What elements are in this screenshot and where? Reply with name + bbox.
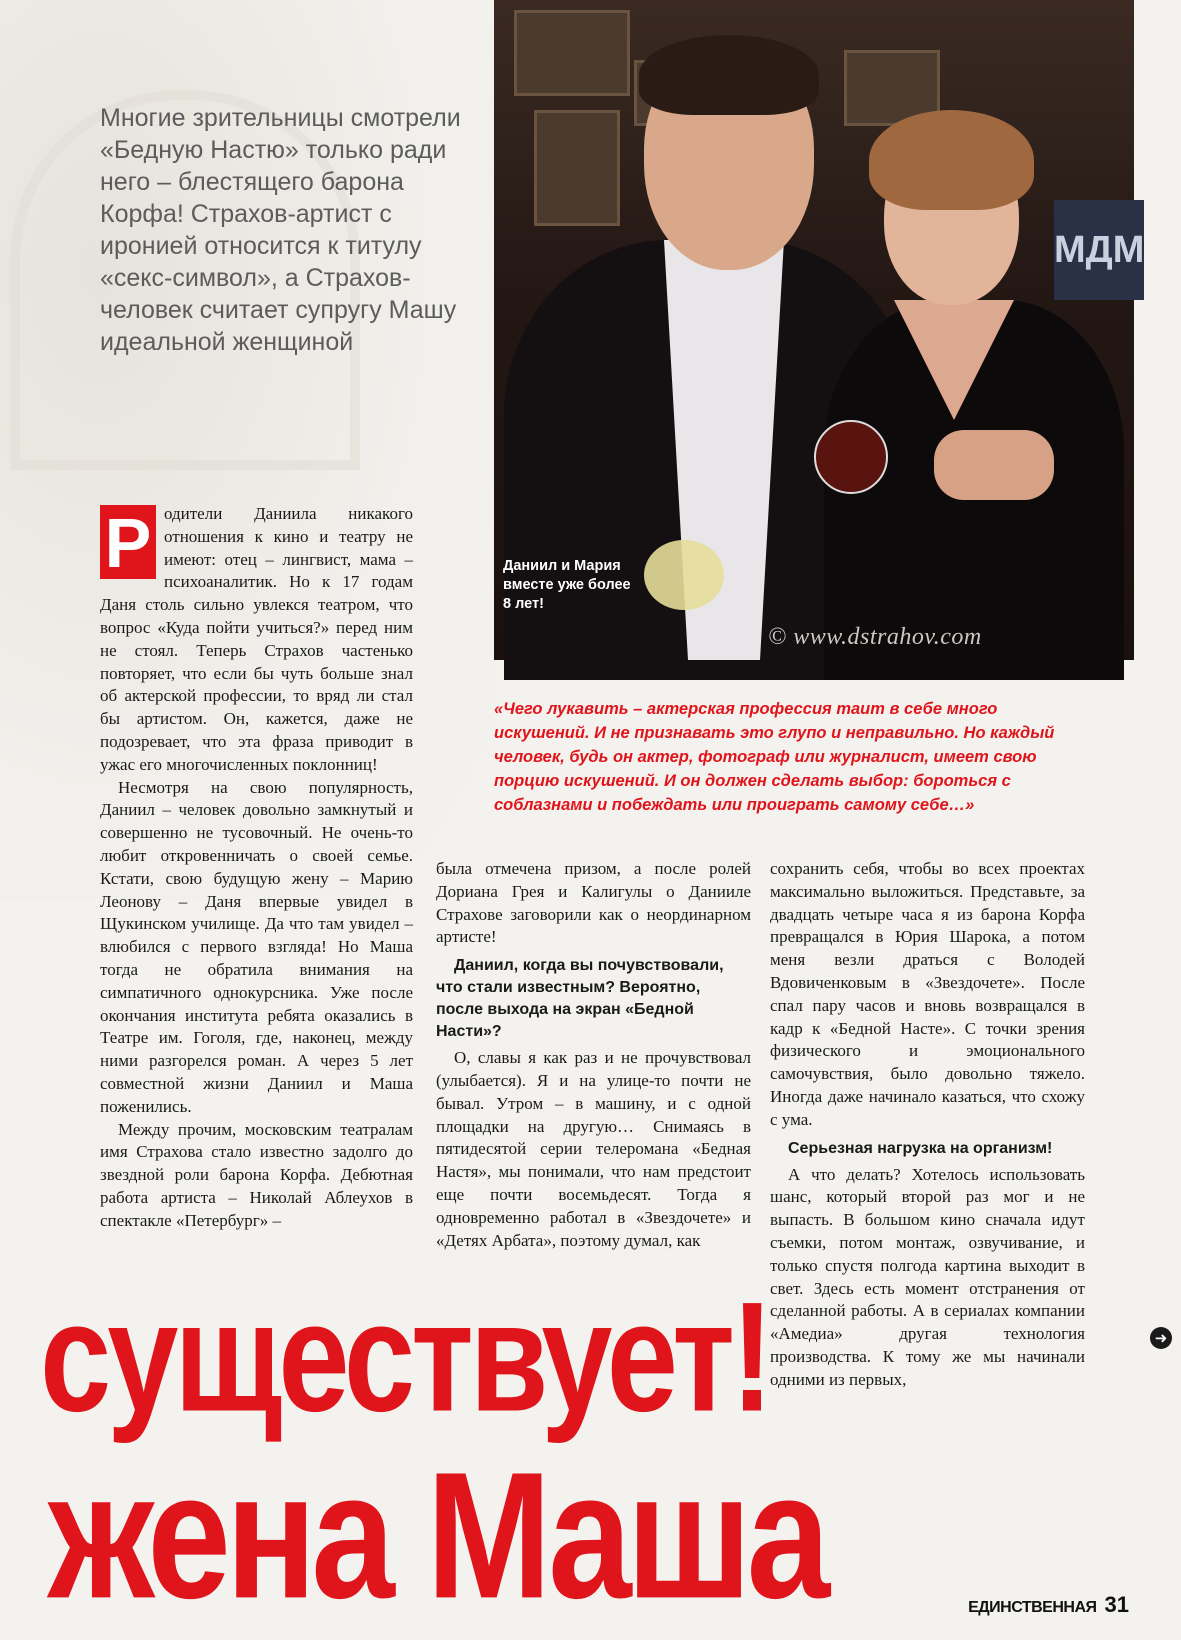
woman-hair xyxy=(869,110,1034,210)
man-hair xyxy=(639,35,819,115)
headline-line-2: жена Маша xyxy=(48,1434,826,1636)
page-number: 31 xyxy=(1104,1592,1129,1617)
paragraph: Несмотря на свою популярность, Даниил – человек довольно замкнутый и совершенно не тусовочный. Не очень-то любит откровенничать о своей семье. Кстати, свою будущую жену – Марию Леонову – Даня впервые увидел в Щукинском училище. Да что там увидел – влюбился с первого взгляда! Но Маша тогда не обратила внимания на симпатичного однокурсника. Уже после окончания института ребята оказались в Театре им. Гоголя, где, наконец, между ними разгорелся роман. А через 5 лет совместной жизни Даниил и Маша поженились. xyxy=(100,777,413,1116)
drop-cap: Р xyxy=(100,505,156,579)
wall-frame xyxy=(534,110,620,226)
woman-hands xyxy=(934,430,1054,500)
paragraph: А что делать? Хотелось использовать шанс, который второй раз мог и не выпасть. В большом кино сначала идут съемки, потом монтаж, озвучивание, и только спустя полгода картина выходит в свет. Здесь есть момент отстранения от сделанной работы. А в сериалах компании «Амедиа» другая технология производства. К тому же мы начинали одними из первых, xyxy=(770,1164,1085,1389)
text-column-2 xyxy=(436,858,751,1252)
photo-caption: Даниил и Мария вместе уже более 8 лет! xyxy=(503,558,631,612)
page-footer xyxy=(968,1592,1129,1618)
lead-paragraph: Многие зрительницы смотрели «Бедную Настю» только ради него – блестящего барона Корфа! Страхов-артист с иронией относится к титулу «секс-символ», а Страхов-человек считает супругу Машу идеальной женщиной xyxy=(100,104,461,356)
paragraph: О, славы я как раз и не прочувствовал (улыбается). Я и на улице-то почти не бывал. Утром – в машину, и с одной площадки на другую… Снимаясь в пятидесятой серии телеромана «Бедная Настя», мы понимали, что нам предстоит еще почти восемьдесят. Тогда я одновременно работал в «Звездочете» и «Детях Арбата», поэтому думал, как xyxy=(436,1048,751,1250)
website-watermark: © www.dstrahov.com xyxy=(768,624,982,650)
text-column-3 xyxy=(770,858,1085,1392)
paragraph: Между прочим, московским театралам имя Страхова стало известно задолго до звездной роли барона Корфа. Дебютная работа артиста – Николай Аблеухов в спектакле «Петербург» – xyxy=(100,1119,413,1230)
continue-arrow-icon: ➜ xyxy=(1150,1327,1172,1349)
wall-frame xyxy=(514,10,630,96)
pull-quote: «Чего лукавить – актерская профессия таит в себе много искушений. И не признавать это глупо и неправильно. Но каждый человек, будь он актер, фотограф или журналист, имеет свою порцию искушений. И он должен сделать выбор: бороться с соблазнами и побеждать или проиграть самому себе…» xyxy=(494,700,1055,814)
paragraph: Р одители Даниила никакого отношения к кино и театру не имеют: отец – лингвист, мама – психоаналитик. Но к 17 годам Даня столь сильно увлекся театром, что вопрос «Куда пойти учиться?» перед ним не стоял. Теперь Страхов частенько повторяет, что если бы чуть больше знал об актерской профессии, то вряд ли стал бы артистом. Он, кажется, даже не подозревает, что эта фраза приводит в ужас его многочисленных поклонниц! xyxy=(100,504,413,774)
text-column-1 xyxy=(100,503,413,1233)
interview-question: Серьезная нагрузка на организм! xyxy=(788,1139,1053,1157)
interview-question: Даниил, когда вы почувствовали, что стали известным? Вероятно, после выхода на экран «Бедной Насти»? xyxy=(436,957,724,1041)
background-sign: МДМ xyxy=(1054,200,1144,300)
headline-line-1: существует! xyxy=(40,1270,770,1445)
paragraph: сохранить себя, чтобы во всех проектах максимально выложиться. Представьте, за двадцать четыре часа я из барона Корфа превращался в Юрия Шарока, а потом меня везли драться с Володей Вдовиченковым в «Звездочете». После спал пару часов и вновь возвращался в кадр к «Бедной Насте». С точки зрения физического и эмоционального самочувствия, было довольно тяжело. Иногда даже начинало казаться, что схожу с ума. xyxy=(770,859,1085,1129)
paragraph: была отмечена призом, а после ролей Дориана Грея и Калигулы о Данииле Страхове заговорили как о неординарном артисте! xyxy=(436,859,751,947)
magazine-name: ЕДИНСТВЕННАЯ xyxy=(968,1599,1097,1616)
red-wine-glass xyxy=(814,420,888,494)
white-wine-glass xyxy=(644,540,724,610)
